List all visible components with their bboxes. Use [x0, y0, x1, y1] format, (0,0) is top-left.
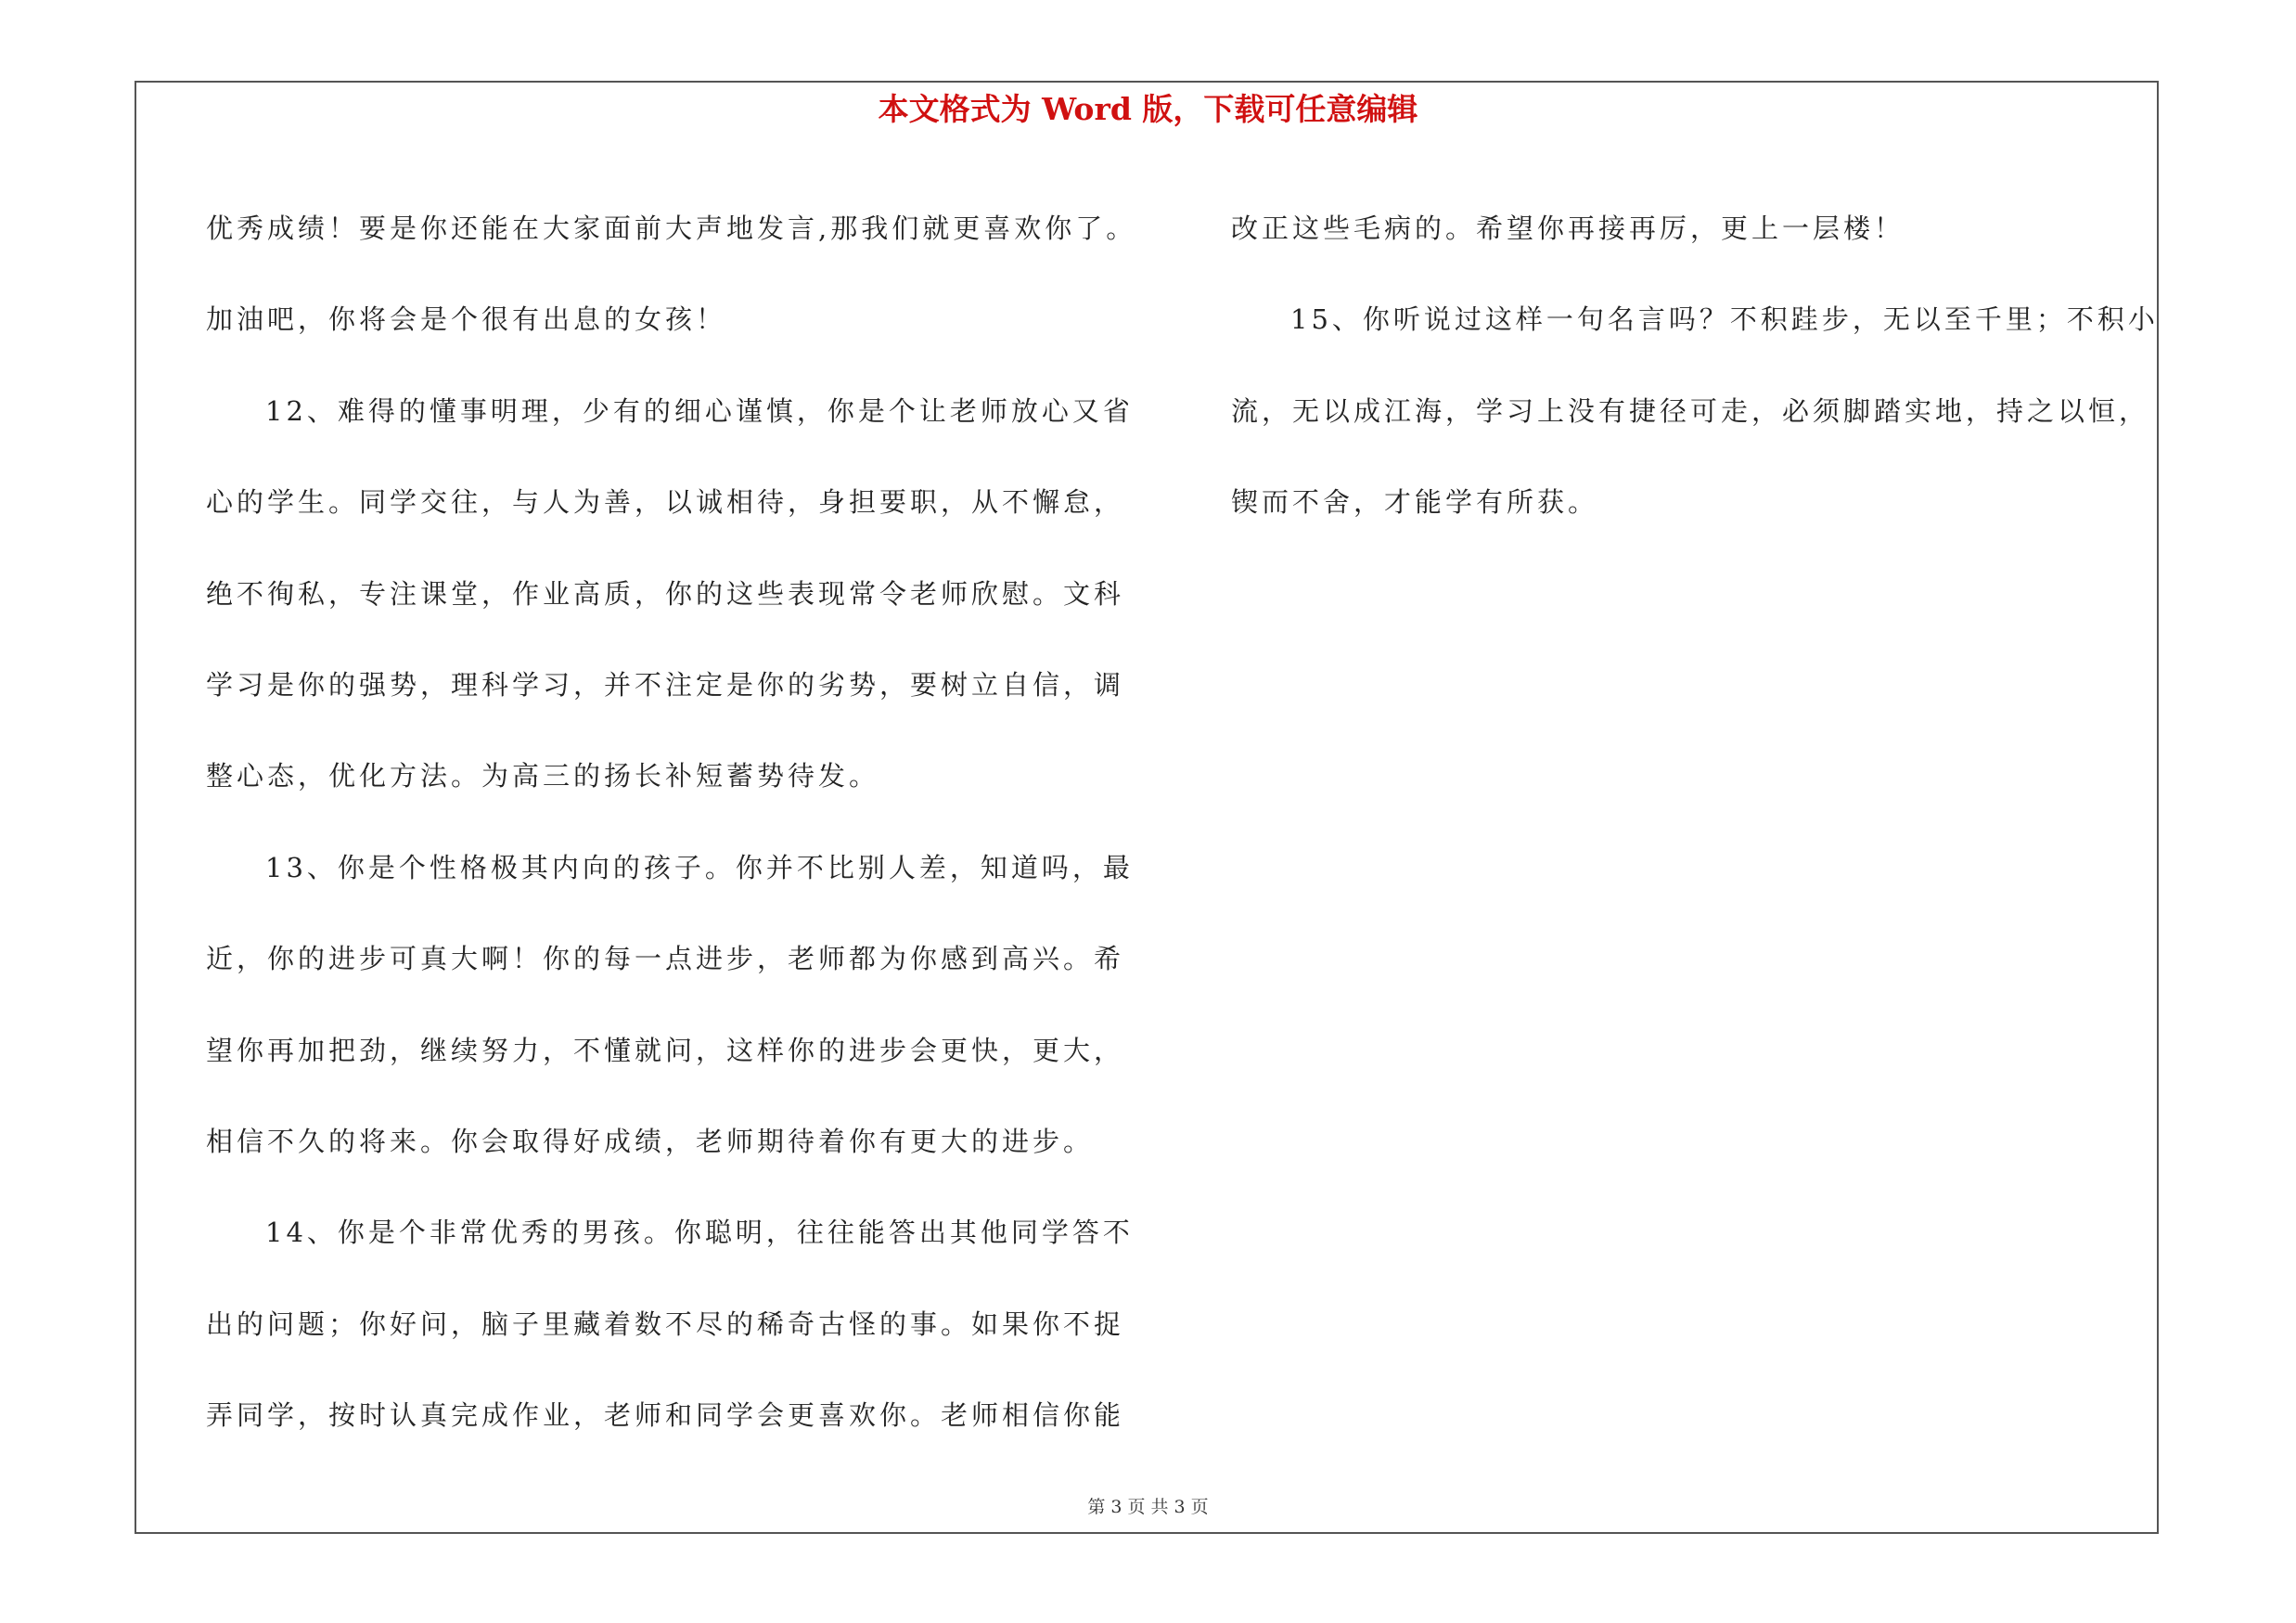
text-line: 相信不久的将来。你会取得好成绩，老师期待着你有更大的进步。 [206, 1125, 1095, 1157]
left-column [206, 183, 1180, 1461]
paragraph-start-line: 15、你听说过这样一句名言吗？不积跬步，无以至千里；不积小 [1290, 303, 2159, 336]
text-line: 改正这些毛病的。希望你再接再厉，更上一层楼！ [1231, 213, 1905, 244]
text-line: 望你再加把劲，继续努力，不懂就问，这样你的进步会更快，更大， [206, 1034, 1125, 1066]
text-line: 锲而不舍，才能学有所获。 [1231, 486, 1599, 519]
text-line: 出的问题；你好问，脑子里藏着数不尽的稀奇古怪的事。如果你不捉 [206, 1307, 1125, 1340]
paragraph-start-line: 13、你是个性格极其内向的孩子。你并不比别人差，知道吗，最 [265, 851, 1134, 883]
text-line: 优秀成绩！要是你还能在大家面前大声地发言,那我们就更喜欢你了。 [206, 213, 1137, 244]
text-line: 学习是你的强势，理科学习，并不注定是你的劣势，要树立自信，调 [206, 668, 1125, 701]
right-column [1231, 183, 2159, 548]
header-banner: 本文格式为 Word 版，下载可任意编辑 [878, 91, 1418, 127]
text-line: 近，你的进步可真大啊！你的每一点进步，老师都为你感到高兴。希 [206, 943, 1125, 975]
paragraph-start-line: 14、你是个非常优秀的男孩。你聪明，往往能答出其他同学答不 [265, 1217, 1134, 1249]
text-line: 流，无以成江海，学习上没有捷径可走，必须脚踏实地，持之以恒， [1231, 394, 2150, 427]
text-line: 绝不徇私，专注课堂，作业高质，你的这些表现常令老师欣慰。文科 [206, 577, 1125, 610]
text-line: 整心态，优化方法。为高三的扬长补短蓄势待发。 [206, 760, 880, 792]
page-number: 第 3 页 共 3 页 [1087, 1497, 1209, 1517]
paragraph-start-line: 12、难得的懂事明理，少有的细心谨慎，你是个让老师放心又省 [265, 394, 1134, 427]
text-line: 心的学生。同学交往，与人为善，以诚相待，身担要职，从不懈怠， [206, 486, 1125, 519]
text-line: 加油吧，你将会是个很有出息的女孩！ [206, 303, 727, 336]
text-line: 弄同学，按时认真完成作业，老师和同学会更喜欢你。老师相信你能 [206, 1399, 1125, 1432]
